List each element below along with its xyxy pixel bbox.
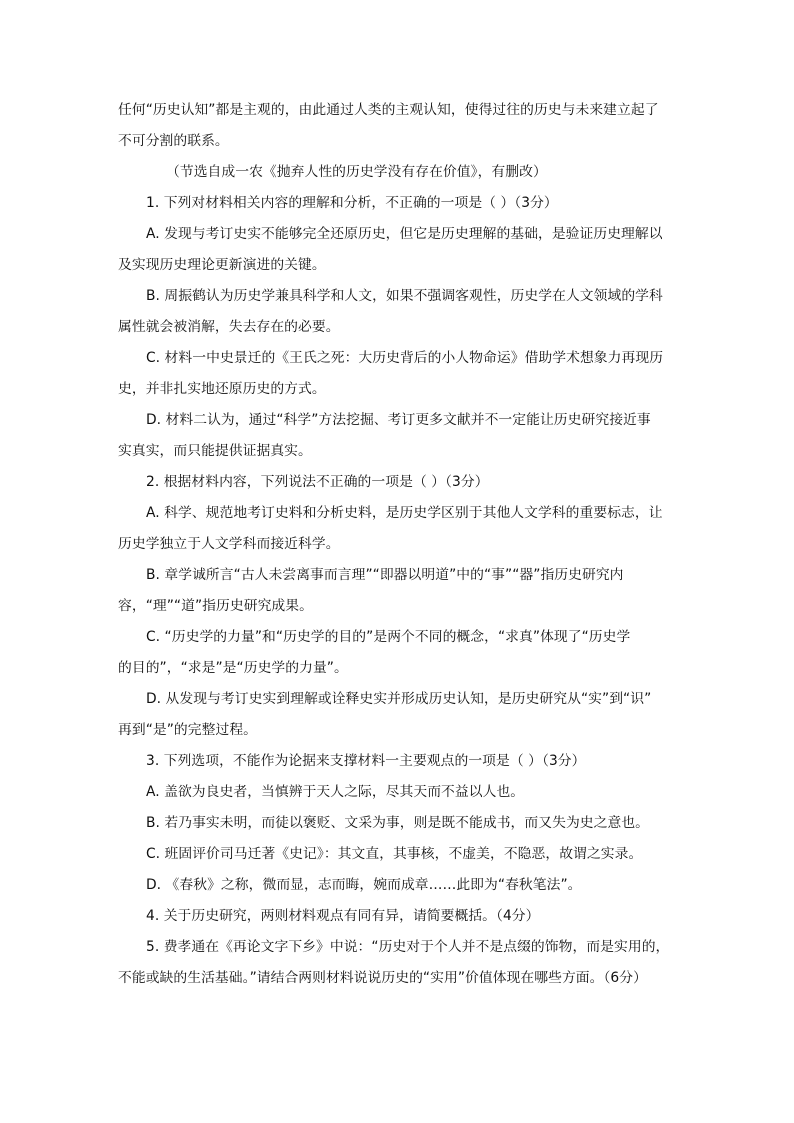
question-2-option-a: A. 科学、规范地考订史料和分析史料，是历史学区别于其他人文学科的重要标志，让 [146,505,663,521]
question-5: 5. 费孝通在《再论文字下乡》中说：“历史对于个人并不是点缀的饰物，而是实用的， [146,939,670,955]
question-1: 1. 下列对材料相关内容的理解和分析，不正确的一项是（ ）（3分） [146,195,558,211]
question-1-option-c-continuation: 史，并非扎实地还原历史的方式。 [118,381,326,397]
question-2-option-a-continuation: 历史学独立于人文学科而接近科学。 [118,536,340,552]
question-1-option-c: C. 材料一中史景迁的《王氏之死：大历史背后的小人物命运》借助学术想象力再现历 [146,350,664,366]
question-1-option-b-continuation: 属性就会被消解，失去存在的必要。 [118,319,340,335]
source-citation: （节选自成一农《抛弃人性的历史学没有存在价值》，有删改） [166,164,547,180]
question-1-option-d-continuation: 实真实，而只能提供证据真实。 [118,443,312,459]
paragraph-line: 不可分割的联系。 [118,133,229,149]
question-2-option-c: C. “历史学的力量”和“历史学的目的”是两个不同的概念，“求真”体现了“历史学 [146,629,631,645]
question-2: 2. 根据材料内容，下列说法不正确的一项是（ ）（3分） [146,474,489,490]
question-5-continuation: 不能或缺的生活基础。”请结合两则材料说说历史的“实用”价值体现在哪些方面。（6分） [118,970,647,986]
question-1-option-a-continuation: 及实现历史理论更新演进的关键。 [118,257,326,273]
question-1-option-a: A. 发现与考订史实不能够完全还原历史，但它是历史理解的基础，是验证历史理解以 [146,226,663,242]
question-2-option-b: B. 章学诚所言“古人未尝离事而言理”“即器以明道”中的“事”“器”指历史研究内 [146,567,624,583]
question-3-option-c: C. 班固评价司马迁著《史记》：其文直，其事核，不虚美，不隐恶，故谓之实录。 [146,846,643,862]
question-3-option-b: B. 若乃事实未明，而徒以褒贬、文采为事，则是既不能成书，而又失为史之意也。 [146,815,650,831]
question-2-option-d-continuation: 再到“是”的完整过程。 [118,722,258,738]
question-2-option-c-continuation: 的目的”，“求是”是“历史学的力量”。 [118,660,348,676]
question-3-option-d: D. 《春秋》之称，微而显，志而晦，婉而成章……此即为“春秋笔法”。 [146,877,582,893]
question-1-option-b: B. 周振鹤认为历史学兼具科学和人文，如果不强调客观性，历史学在人文领域的学科 [146,288,663,304]
question-3-option-a: A. 盖欲为良史者，当慎辨于天人之际，尽其天而不益以人也。 [146,784,525,800]
document-body [118,100,678,999]
question-2-option-d: D. 从发现与考订史实到理解或诠释史实并形成历史认知，是历史研究从“实”到“识” [146,691,652,707]
question-2-option-b-continuation: 容，“理”“道”指历史研究成果。 [118,598,313,614]
question-4: 4. 关于历史研究，两则材料观点有同有异，请简要概括。（4分） [146,908,540,924]
paragraph-line: 任何“历史认知”都是主观的，由此通过人类的主观认知，使得过往的历史与未来建立起了 [118,102,659,118]
question-1-option-d: D. 材料二认为，通过“科学”方法挖掘、考订更多文献并不一定能让历史研究接近事 [146,412,651,428]
question-3: 3. 下列选项，不能作为论据来支撑材料一主要观点的一项是（ ）（3分） [146,753,586,769]
